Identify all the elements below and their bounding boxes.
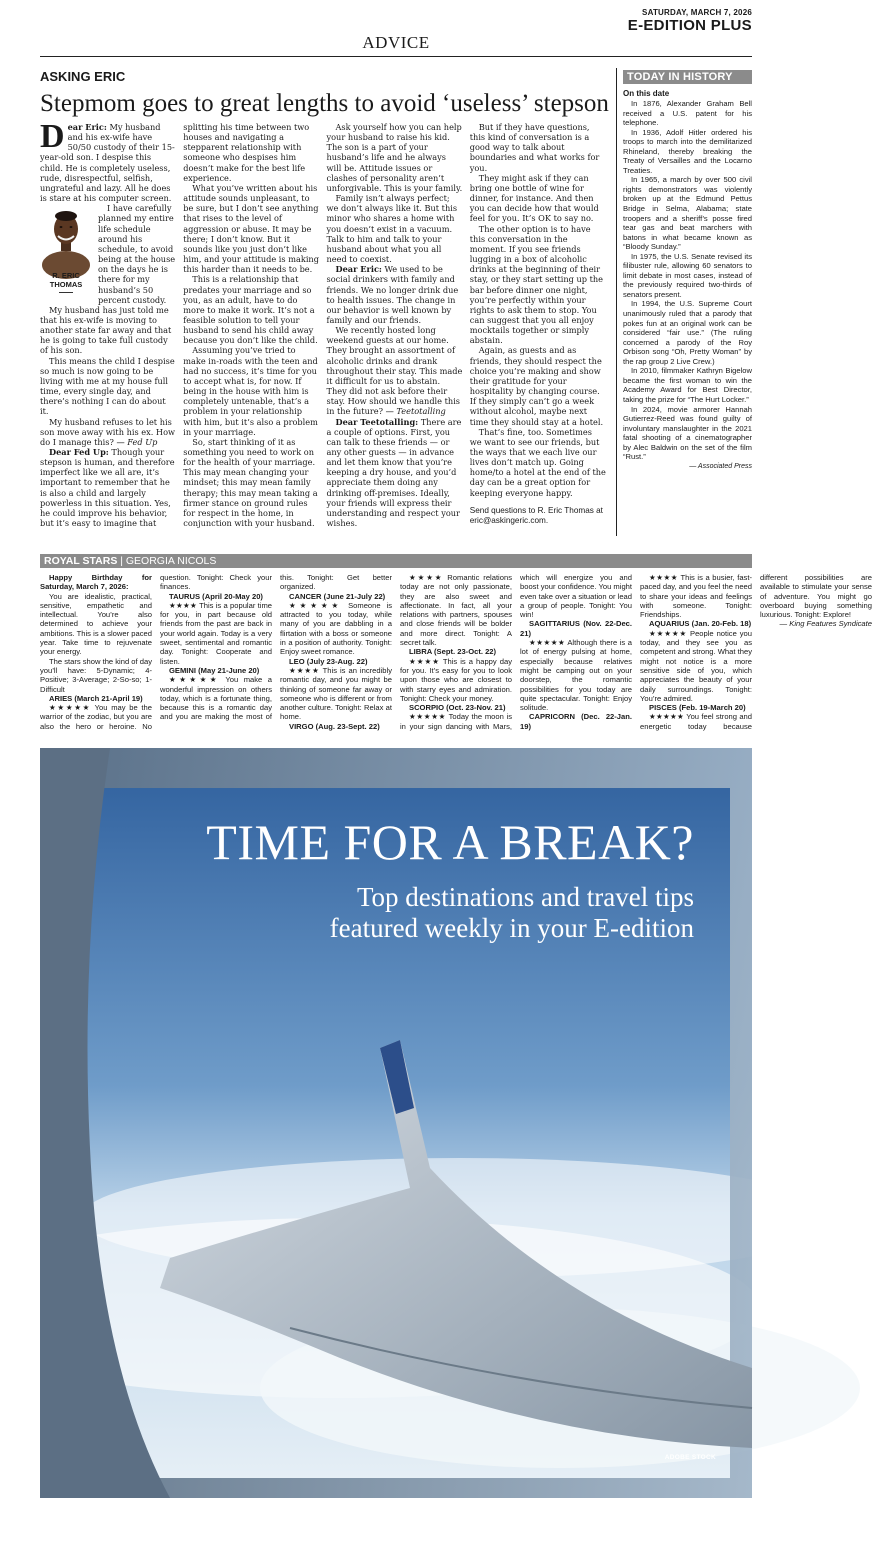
sign-text: ★★★★ This is an incredibly romantic day, and you might be thinking of someone far away or someone who is different or from another culture. Tonight: Relax at home.	[280, 665, 392, 722]
reply2-paragraph: The other option is to have this conversation in the moment. If you see friends lugging in a box of alcoholic drinks at the beginning of their stay, or they start setting up the bar before dinner one night, you’re perfectly within your rights to ask them to stop. You can suggest that you all enjoy mocktails together or simply abstain.	[469, 223, 604, 346]
sign-name: PISCES (Feb. 19-March 20)	[649, 703, 746, 713]
author-name: R. ERIC THOMAS	[49, 271, 83, 290]
sign-name: AQUARIUS (Jan. 20-Feb. 18)	[649, 619, 752, 629]
horoscope-intro: You are idealistic, practical, sensitive, empathetic and intellectual. You’re also determined to achieve your ambitions. This is a slower paced year. Take time to rejuvenate your energy.	[40, 591, 152, 657]
letter1-label: ear Eric:	[67, 122, 107, 132]
ad-title: TIME FOR A BREAK?	[206, 814, 694, 870]
reply2-paragraph: Again, as guests and as friends, they should respect the choice you’re making and show their gratitude for your hospitality by changing course. If they simply can’t go a week without alcohol, maybe next time they should stay at a hotel.	[469, 345, 604, 427]
sign-name: TAURUS (April 20-May 20)	[169, 591, 263, 601]
sign-text: ★★★★ This is a busier, fast-paced day, and you feel the need to share your ideas and feelings with someone. Tonight: Friendships.	[640, 573, 752, 620]
reply2-label: Dear Teetotalling:	[335, 416, 419, 427]
letter2-opening	[327, 264, 463, 325]
sign-text: ★★★★ Romantic relations today are not only passionate, they are also sweet and affectionate. In fact, all your relations with partners, spouses and close friends will be bolder and more direct. Tonight: A secret talk.	[400, 573, 512, 648]
reply2-opening	[327, 417, 463, 529]
ad-photo-credit: ADOBE STOCK	[664, 1454, 716, 1461]
masthead-brand: E-EDITION PLUS	[627, 17, 752, 34]
sign-name: LIBRA (Sept. 23-Oct. 22)	[409, 647, 497, 657]
reply1-paragraph: What you’ve written about his attitude sounds unpleasant, to be sure, but I don’t see anything that rises to the level of aggression or abuse. It may be there; I don’t know. But it sounds like you just don’t like him, and your attitude is making this harder than it needs to be.	[183, 182, 319, 275]
letter1-paragraph: I have carefully planned my entire life schedule around his schedule, to avoid being at the house on the days he is there for my husband’s 50 percent custody.	[98, 203, 176, 305]
letter2-paragraph	[327, 325, 463, 416]
drop-cap: D	[40, 118, 65, 155]
sign-name: VIRGO (Aug. 23-Sept. 22)	[289, 721, 380, 731]
history-item: In 1994, the U.S. Supreme Court unanimously ruled that a parody that pokes fun at an original work can be considered “fair use.” (The ruling concerned a parody of the Roy Orbison song “Oh, Pretty Woman” by the rap group 2 Live Crew.)	[623, 299, 752, 366]
letter2-signoff: — Teetotalling	[385, 406, 446, 417]
sign-text: ★★★★★ You feel strong and energetic today because different possibilities are available to stimulate your sense of adventure. You might go overboard buying something luxurious. Tonight: Explore!	[640, 573, 872, 731]
history-body	[623, 99, 752, 462]
reply2-paragraph: But if they have questions, this kind of conversation is a good way to talk about boundaries and what works for you.	[469, 122, 600, 173]
letter2-body: We recently hosted long weekend guests at our home. They brought an assortment of alcoholic drinks and drank throughout their stay. This made it difficult for us to abstain. They did not ask before their stay. How should we handle this in the future?	[326, 325, 463, 417]
reply1-paragraph: Assuming you’ve tried to make in-roads with the teen and had no success, it’s time for you to accept what is, for now. If being in the house with him is completely untenable, that’s a problem in your relationship with him, but it’s also a problem in your marriage.	[183, 345, 318, 437]
horoscope-author: GEORGIA NICOLS	[125, 555, 217, 567]
sign-name: GEMINI (May 21-June 20)	[169, 665, 260, 675]
letter1-last: My husband refuses to let his son move away with his ex. How do I manage this?	[40, 416, 176, 447]
history-title: TODAY IN HISTORY	[623, 70, 752, 84]
sign-name: CANCER (June 21-July 22)	[289, 591, 386, 601]
send-questions: Send questions to R. Eric Thomas at eric@askingeric.com.	[469, 505, 603, 525]
sign-text: ★★★★★ You may be the warrior of the zodiac, but you are also the hero or heroine. No question. Tonight: Check your finances.	[40, 573, 272, 731]
history-credit: — Associated Press	[689, 462, 752, 470]
letter1-first: My husband and his ex-wife have 50/50 custody of their 15-year-old son. I despise this child. He is completely useless, rude, disrespectful, selfish, ungrateful and lazy. All he does is stare at his computer screen.	[40, 122, 175, 204]
birthday-label: Happy Birthday for Saturday, March 7, 2026:	[40, 573, 152, 592]
sign-name: ARIES (March 21-April 19)	[49, 693, 143, 703]
horoscope-bar: ROYAL STARS | GEORGIA NICOLS	[40, 554, 752, 568]
letter1-paragraph: My husband has just told me that his ex-wife is moving to another state far away and that he is going to take full custody of his son.	[40, 304, 172, 356]
letter1-opening	[40, 118, 176, 204]
history-item: In 1975, the U.S. Senate revised its filibuster rule, allowing 60 senators to limit debate in most cases, instead of the previously required two-thirds of senators present.	[623, 251, 752, 299]
today-in-history	[623, 70, 752, 470]
masthead-date: SATURDAY, MARCH 7, 2026	[642, 8, 752, 17]
sign-name: LEO (July 23-Aug. 22)	[289, 656, 368, 666]
sign-text: ★★★★★ Today the moon is in your sign dancing with Mars, which will energize you and boost your confidence. You might even take over a situation or lead a group of people. Tonight: You win!	[400, 573, 632, 731]
reply1-paragraph: Family isn’t always perfect; we don’t always like it. But this minor who shares a home with you doesn’t exist in a vacuum. Talk to him and talk to your husband about what you all need to coexist.	[326, 193, 458, 265]
sign-name: CAPRICORN (Dec. 22-Jan. 19)	[520, 712, 632, 731]
sign-text: ★★★★ This is a happy day for you. It’s easy for you to look upon those who are closest to with starry eyes and admiration. Tonight: Check your money.	[400, 656, 512, 703]
reply1-paragraph: This is a relationship that predates your marriage and so you, as an adult, have to do more to make it work. It’s not a feasible solution to tell your husband to send his child away because you don’t like the child.	[183, 274, 318, 346]
reply1-first: Though your stepson is human, and therefore imperfect like we all are, it’s important to remember that he is also a child and largely powerless in this situation. Yes, he could improve his behavior, but it’s easy to imagine that splitting his time between two houses and navigating a stepparent relationship with someone who despises him doesn’t make for the best life experience.	[40, 122, 310, 529]
advice-article	[40, 118, 606, 536]
letter1-paragraph: This means the child I despise so much is now going to be living with me at my house full time, every single day, and there’s nothing I can do about it.	[40, 355, 175, 417]
history-subtitle: On this date	[623, 89, 670, 98]
letter1-signoff: — Fed Up	[116, 436, 158, 447]
column-divider	[616, 68, 617, 536]
ad-subtitle: Top destinations and travel tips featured weekly in your E-edition	[329, 882, 694, 943]
history-item: In 2024, movie armorer Hannah Gutierrez-Reed was found guilty of involuntary manslaughter in the 2021 fatal shooting of a cinematographer by Alec Baldwin on the set of the film “Rust.”	[623, 404, 752, 462]
column-kicker: ASKING ERIC	[40, 69, 126, 84]
horoscope-intro: The stars show the kind of day you’ll have: 5-Dynamic; 4-Positive; 3-Average; 2-So-so; 1-Difficult	[40, 656, 152, 694]
sign-text: ★★★★★ You make a wonderful impression on others today, which is a fortunate thing, because this is a romantic day and you are making the most of this. Tonight: Get better organized.	[160, 573, 392, 722]
section-title: ADVICE	[362, 33, 430, 52]
author-rule	[59, 292, 73, 293]
history-item: In 1936, Adolf Hitler ordered his troops to march into the demilitarized Rhineland, thereby breaking the Treaty of Versailles and the Locarno Treaties.	[623, 127, 752, 175]
sign-name: SAGITTARIUS (Nov. 22-Dec. 21)	[520, 619, 632, 638]
horoscope-title: ROYAL STARS	[44, 555, 118, 567]
sign-text: ★★★★★ Although there is a lot of energy pulsing at home, especially because relatives might be camping out on your doorstep, the romantic possibilities for you today are quite spectacular. Tonight: Enjoy solitude.	[520, 638, 632, 713]
history-item: In 2010, filmmaker Kathryn Bigelow became the first woman to win the Academy Award for Best Director, taking the prize for “The Hurt Locker.”	[623, 366, 752, 404]
section-rule	[40, 56, 752, 57]
reply2-first: There are a couple of options. First, you can talk to these friends — or any other guests — in advance and let them know that you’re keeping a dry house, and you’d appreciate them doing any drinking off-premises. Ideally, your friends will express their understanding and respect your wishes.	[326, 416, 462, 529]
letter1-paragraph	[40, 417, 176, 447]
author-box	[40, 205, 92, 293]
history-item: In 1876, Alexander Graham Bell received a U.S. patent for his telephone.	[623, 99, 752, 128]
reply1-paragraph: So, start thinking of it as something you need to work on for the health of your marriage. This may mean changing your mindset; this may mean family therapy; this may mean taking a firmer stance on ground rules for respect in the home, in conjunction with your husband.	[183, 436, 318, 529]
horoscope-body	[40, 573, 872, 739]
history-item: In 1965, a march by over 500 civil rights demonstrators was violently broken up at the Edmund Pettus Bridge in Selma, Alabama; state troopers and a sheriff’s posse fired tear gas and beat marchers with batons in what became known as “Bloody Sunday.”	[623, 175, 752, 252]
horoscope-credit: — King Features Syndicate	[779, 619, 872, 629]
sign-name: SCORPIO (Oct. 23-Nov. 21)	[409, 703, 506, 713]
letter2-label: Dear Eric:	[335, 264, 382, 275]
letter2-first: We used to be social drinkers with family and friends. We no longer drink due to health issues. The change in our behavior is well known by family and our friends.	[326, 264, 459, 325]
author-photo	[40, 205, 92, 267]
reply1-label: Dear Fed Up:	[49, 447, 109, 457]
reply2-paragraph: That’s fine, too. Sometimes we want to see our friends, but the ways that we each live our lives don’t match up. Going home/to a hotel at the end of the day can be a great option for keeping everyone happy.	[469, 426, 606, 498]
sign-text: ★★★★★ Someone is attracted to you today, while many of you are dabbling in a flirtation with a boss or someone in a position of authority. Tonight: Enjoy sweet romance.	[280, 600, 392, 657]
sign-text: ★★★★ This is a popular time for you, in part because old friends from the past are back in your world again. Today is a very sweet, sentimental and romantic day. Tonight: Cooperate and listen.	[160, 600, 272, 666]
reply1-paragraph: Ask yourself how you can help your husband to raise his kid. The son is a part of your husband’s life and he always will be. Attitude issues or clashes of personality aren’t unforgivable. This is your family.	[326, 122, 463, 193]
headline: Stepmom goes to great lengths to avoid ‘useless’ stepson	[40, 90, 609, 117]
reply2-paragraph: They might ask if they can bring one bottle of wine for dinner, for instance. And then you can decide how that would feel for you. It’s OK to say no.	[469, 172, 599, 224]
travel-ad[interactable]	[40, 748, 752, 1498]
sign-text: ★★★★★ People notice you today, and they see you as competent and strong. What they might not notice is a more sensitive side of you, which appreciates the beauty of your daily surroundings. Tonight: You’re admired.	[640, 628, 752, 703]
